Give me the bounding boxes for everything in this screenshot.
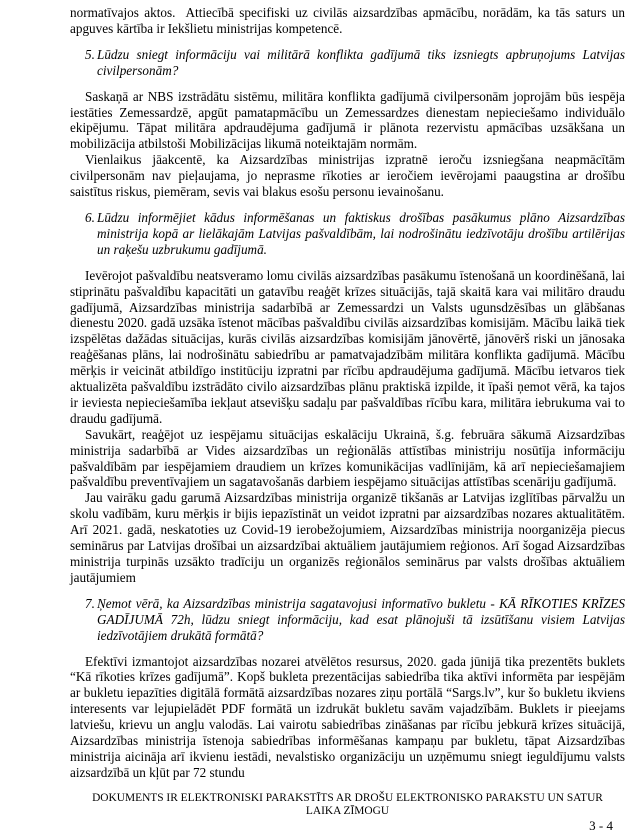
question-item-5 xyxy=(70,47,625,79)
signature-note-line-1: DOKUMENTS IR ELEKTRONISKI PARAKSTĪTS AR DROŠU ELEKTRONISKO PARAKSTU UN SATUR xyxy=(92,792,603,804)
answer-6-paragraph-3: Jau vairāku gadu garumā Aizsardzības ministrija organizē tikšanās ar Latvijas izglītības pārvalžu un skolu vadībām, kuru mērķis ir bijis iepazīstināt un veidot izpratni par aizsardzības nozares aktualitātēm. Arī 2021. gadā, neskatoties uz Covid-19 ierobežojumiem, Aizsardzības ministrija noorganizēja piecus seminārus par Latvijas drošībai un aizsardzībai aktuāliem jautājumiem reģionos. Arī šogad Aizsardzības ministrija turpinās uzsākto tradīciju un organizēs reģionālos seminārus par valsts drošības aktuāliem jautājumiem xyxy=(70,490,625,585)
answer-6-paragraph-1: Ievērojot pašvaldību neatsveramo lomu civilās aizsardzības pasākumu īstenošanā un koordinēšanā, lai stiprinātu pašvaldību kapacitāti un gatavību reaģēt krīzes situācijās, tajā skaitā kara vai militāro draudu gadījumā, Aizsardzības ministrija sadarbībā ar Zemessardzi un Valsts ugunsdzēsības un glābšanas dienestu 2020. gadā uzsāka īstenot mācības pašvaldību civilās aizsardzības komisijām. Mācību laikā tiek izspēlētas dažādas situācijas, kurās civilās aizsardzības komisijām jānovērtē, jānovērš riski un jānosaka reaģēšanas plāns, lai nodrošinātu sabiedrību ar pamatvajadzībām militāra konflikta gadījumā. Mācību mērķis ir veicināt atbildīgo institūciju izpratni par rīcību apdraudējuma gadījumā. Mācību ietvaros tiek aktualizēta pašvaldību izstrādāto civilo aizsardzības plānu praktiskā izpilde, it īpaši ņemot vērā, ka tajos ir ieviesta nepieciešamība iekļaut atsevišķu sadaļu par pašvaldības rīcību kara, militāra iebrukuma vai to draudu gadījumā. xyxy=(70,267,625,426)
signature-note-line-2: LAIKA ZĪMOGU xyxy=(305,805,390,818)
question-item-6 xyxy=(70,210,625,258)
question-5-number: 5. xyxy=(85,46,95,62)
answer-5-paragraph-1: Saskaņā ar NBS izstrādātu sistēmu, militāra konflikta gadījumā civilpersonām joprojām būs iespēja iestāties Zemessardzē, apgūt pamatapmācību un Zemessardzes dienestam nepieciešamo individuālo ekipējumu. Tāpat militāra apdraudējuma gadījumā ir plānota rezervistu apmācības uzsākšana un mobilizācija atbilstoši Mobilizācijas likumā noteiktajām normām. xyxy=(70,88,625,152)
document-body xyxy=(70,5,625,781)
question-7-number: 7. xyxy=(85,595,95,611)
answer-5-paragraph-2: Vienlaikus jāakcentē, ka Aizsardzības ministrijas izpratnē ieroču izsniegšana neapmācītām civilpersonām nav pieļaujama, jo neprasme rīkoties ar ieročiem ievērojami paaugstina ar drošību saistītus riskus, piemēram, sevis vai blakus esošu personu ievainošanu. xyxy=(70,152,625,200)
page-number: 3 - 4 xyxy=(589,818,613,833)
intro-paragraph: normatīvajos aktos. Attiecībā specifiski uz civilās aizsardzības apmācību, norādām, ka tās saturs un apguves kārtība ir Iekšlietu ministrijas kompetencē. xyxy=(70,5,625,36)
question-item-7 xyxy=(70,596,625,644)
signature-note xyxy=(70,792,625,818)
answer-7-paragraph-1: Efektīvi izmantojot aizsardzības nozarei atvēlētos resursus, 2020. gada jūnijā tika prezentēts buklets “Kā rīkoties krīzes gadījumā”. Kopš bukleta prezentācijas sabiedrība tika aktīvi informēta par iespējām ar bukletu iepazīties digitālā formātā aizsardzības nozares ziņu portālā “Sargs.lv”, kur šo bukletu ikviens interesents var lejupielādēt PDF formātā un izdrukāt bukletu savām vajadzībām. Buklets ir pieejams latviešu, krievu un angļu valodās. Lai vairotu sabiedrības zināšanas par rīcību jebkurā krīzes situācijā, Aizsardzības ministrija īstenoja sabiedrības informēšanas kampaņu par bukletu, tāpat Aizsardzības ministrija aicināja arī ikvienu iestādi, nevalstisko organizāciju un uzņēmumu sniegt ieguldījumu valsts aizsardzībā un kļūt par 72 stundu xyxy=(70,653,625,780)
question-7-text: Ņemot vērā, ka Aizsardzības ministrija sagatavojusi informatīvo bukletu - KĀ RĪKOTIES KRĪZES GADĪJUMĀ 72h, lūdzu sniegt informāciju, kad esat plānojuši tā izsūtīšanu visiem Latvijas iedzīvotājiem drukātā formātā? xyxy=(97,595,625,643)
question-6-text: Lūdzu informējiet kādus informēšanas un faktiskus drošības pasākumus plāno Aizsardzības ministrija kopā ar lielākajām Latvijas pašvaldībām, lai nodrošinātu iedzīvotāju drošību artilērijas un raķešu uzbrukumu gadījumā. xyxy=(97,209,625,257)
answer-6-paragraph-2: Savukārt, reaģējot uz iespējamu situācijas eskalāciju Ukrainā, š.g. februāra sākumā Aizsardzības ministrija sadarbībā ar Vides aizsardzības un reģionālās attīstības ministriju nosūtīja informāciju pašvaldībām par iespējamiem draudiem un krīzes komunikācijas vadlīnijām, kā arī nepieciešamajiem pašvaldību preventīvajiem un sagatavošanās darbiem iespējamo situācijas attīstības scenāriju gadījumā. xyxy=(70,426,625,490)
question-5-text: Lūdzu sniegt informāciju vai militārā konflikta gadījumā tiks izsniegts apbruņojums Latvijas civilpersonām? xyxy=(97,46,625,78)
question-6-number: 6. xyxy=(85,209,95,225)
